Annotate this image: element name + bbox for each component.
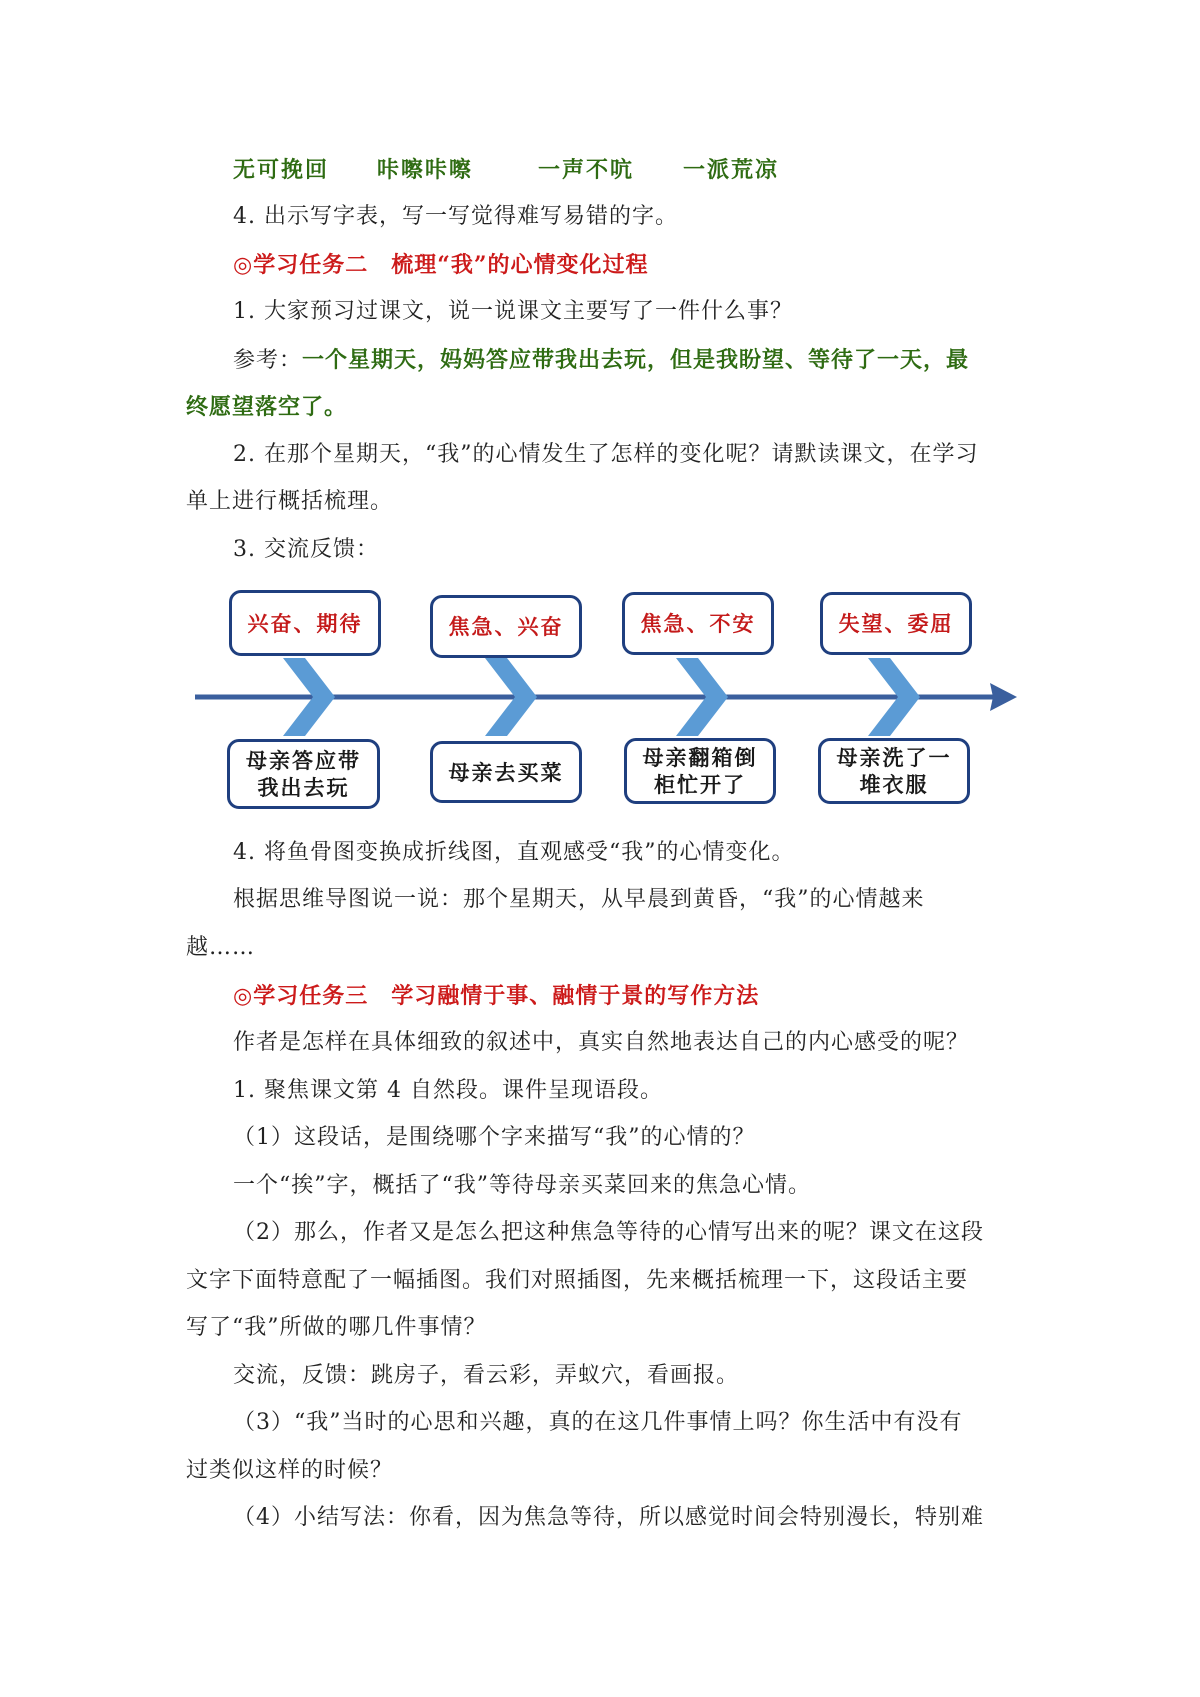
reference-text-cont: 终愿望落空了。 — [186, 394, 348, 420]
event-box: 母亲翻箱倒 柜忙开了 — [624, 738, 776, 804]
reference-text: 一个星期天，妈妈答应带我出去玩，但是我盼望、等待了一天，最 — [302, 347, 970, 373]
vocab-word: 一派荒凉 — [683, 157, 780, 183]
paragraph: （2）那么，作者又是怎么把这种焦急等待的心情写出来的呢？课文在这段 — [233, 1220, 984, 1245]
paragraph: （1）这段话，是围绕哪个字来描写“我”的心情的？ — [233, 1125, 756, 1150]
paragraph: 交流，反馈：跳房子，看云彩，弄蚁穴，看画报。 — [233, 1363, 740, 1388]
paragraph: 1. 大家预习过课文，说一说课文主要写了一件什么事？ — [233, 299, 793, 324]
paragraph: 单上进行概括梳理。 — [186, 489, 394, 514]
paragraph: 一个“挨”字，概括了“我”等待母亲买菜回来的焦急心情。 — [233, 1173, 811, 1198]
event-box: 母亲洗了一 堆衣服 — [818, 738, 970, 804]
feeling-box: 焦急、兴奋 — [430, 595, 582, 658]
paragraph: 根据思维导图说一说：那个星期天，从早晨到黄昏，“我”的心情越来 — [233, 887, 925, 912]
paragraph: （4）小结写法：你看，因为焦急等待，所以感觉时间会特别漫长，特别难 — [233, 1505, 984, 1530]
paragraph: 写了“我”所做的哪几件事情？ — [186, 1315, 487, 1340]
paragraph: 过类似这样的时候？ — [186, 1458, 394, 1483]
feeling-box: 兴奋、期待 — [229, 590, 381, 656]
vocab-word: 无可挽回 — [233, 157, 330, 183]
vocab-word: 咔嚓咔嚓 — [377, 157, 474, 183]
event-box: 母亲答应带 我出去玩 — [227, 739, 380, 809]
paragraph: 2. 在那个星期天，“我”的心情发生了怎样的变化呢？请默读课文，在学习 — [233, 442, 979, 467]
event-box: 母亲去买菜 — [430, 741, 582, 803]
section-heading: ◎学习任务二 梳理“我”的心情变化过程 — [233, 252, 649, 278]
vocab-word: 一声不吭 — [538, 157, 635, 183]
paragraph: 作者是怎样在具体细致的叙述中，真实自然地表达自己的内心感受的呢？ — [233, 1030, 970, 1055]
feeling-box: 焦急、不安 — [622, 592, 774, 655]
paragraph: 1. 聚焦课文第 4 自然段。课件呈现语段。 — [233, 1078, 663, 1103]
paragraph: （3）“我”当时的心思和兴趣，真的在这几件事情上吗？你生活中有没有 — [233, 1410, 963, 1435]
paragraph: 越…… — [186, 935, 256, 960]
paragraph: 4. 将鱼骨图变换成折线图，直观感受“我”的心情变化。 — [233, 840, 795, 865]
paragraph: 文字下面特意配了一幅插图。我们对照插图，先来概括梳理一下，这段话主要 — [186, 1268, 969, 1293]
feeling-box: 失望、委屈 — [820, 592, 972, 655]
paragraph: 3. 交流反馈： — [233, 537, 379, 562]
fishbone-diagram — [0, 0, 1200, 820]
reference-label: 参考： — [233, 348, 303, 373]
section-heading: ◎学习任务三 学习融情于事、融情于景的写作方法 — [233, 983, 760, 1009]
arrow-head-icon — [990, 683, 1017, 711]
paragraph: 4. 出示写字表，写一写觉得难写易错的字。 — [233, 204, 678, 229]
